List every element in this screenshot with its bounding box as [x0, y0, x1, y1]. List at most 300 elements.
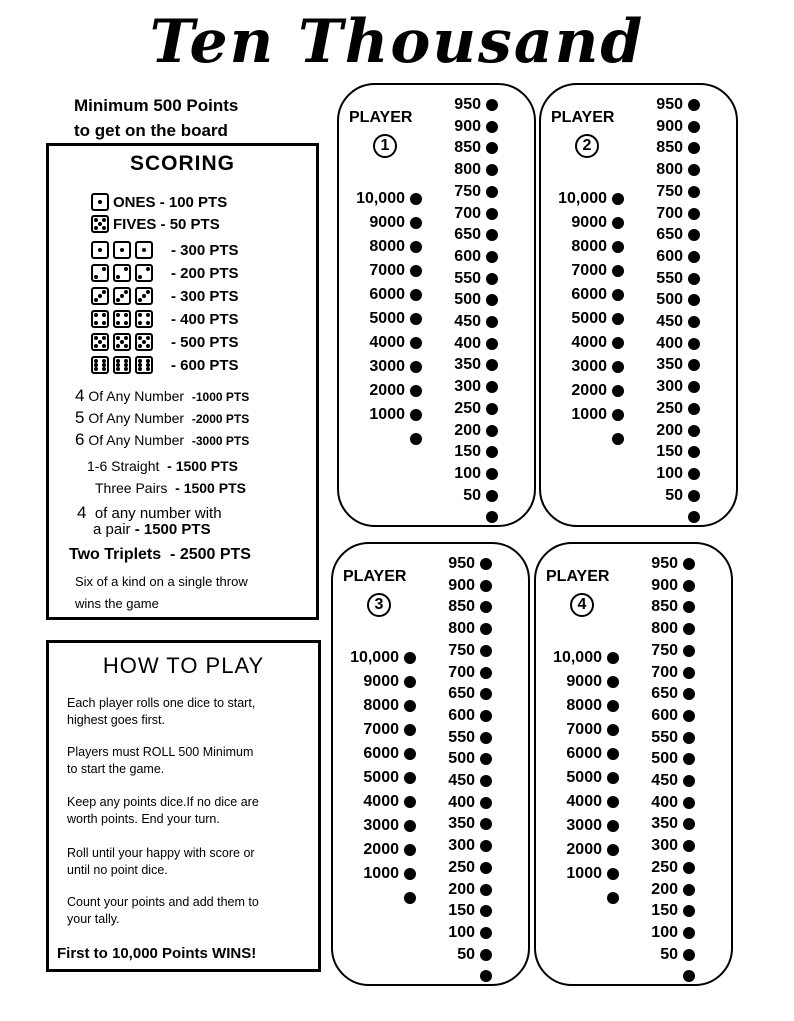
player-number: 1 [373, 134, 397, 158]
score-value: 1000 [566, 865, 602, 882]
right-score-row [448, 552, 492, 576]
tally-dot-icon[interactable] [410, 265, 422, 277]
tally-dot-icon[interactable] [607, 676, 619, 688]
score-value: 850 [651, 598, 678, 616]
score-value: 950 [656, 96, 683, 113]
ones-label: ONES [113, 193, 156, 211]
tally-dot-icon[interactable] [683, 645, 695, 657]
score-value: 50 [660, 945, 678, 963]
tally-dot-icon[interactable] [607, 748, 619, 760]
right-score-row [656, 180, 700, 204]
tally-dot-icon[interactable] [683, 753, 695, 765]
tally-dot-icon[interactable] [688, 403, 700, 415]
tally-dot-icon[interactable] [486, 381, 498, 393]
tally-dot-icon[interactable] [683, 905, 695, 917]
tally-dot-icon[interactable] [404, 892, 416, 904]
tally-dot-icon[interactable] [410, 289, 422, 301]
tally-dot-icon[interactable] [683, 797, 695, 809]
score-value: 1000 [571, 406, 607, 423]
right-score-row [448, 899, 492, 923]
score-value: 2000 [571, 382, 607, 399]
triple-points: - 200 PTS [171, 264, 239, 282]
fives-points: - 50 PTS [160, 215, 220, 233]
score-value: 150 [448, 902, 475, 920]
score-value: 650 [454, 226, 481, 244]
tally-dot-icon[interactable] [607, 724, 619, 736]
score-value: 50 [463, 486, 481, 504]
combo-text: Of Any Number [88, 432, 185, 448]
right-score-row [448, 682, 492, 706]
tally-dot-icon[interactable] [480, 797, 492, 809]
three-pairs-label: Three Pairs [95, 480, 168, 496]
left-score-row [363, 694, 416, 718]
score-value: 50 [665, 486, 683, 504]
die-face-icon [113, 333, 131, 351]
rule-paragraph [67, 894, 312, 928]
right-score-row [475, 964, 492, 988]
score-value: 4000 [571, 334, 607, 351]
right-score-row [651, 574, 695, 598]
combo-row [75, 386, 249, 406]
tally-dot-icon[interactable] [480, 970, 492, 982]
tally-dot-icon[interactable] [410, 433, 422, 445]
tally-dot-icon[interactable] [480, 884, 492, 896]
tally-dot-icon[interactable] [607, 892, 619, 904]
tally-dot-icon[interactable] [480, 775, 492, 787]
score-value: 550 [454, 269, 481, 287]
score-value: 900 [454, 117, 481, 135]
left-score-row [571, 211, 624, 235]
right-score-row [651, 639, 695, 663]
left-score-row [369, 331, 422, 355]
tally-dot-icon[interactable] [683, 775, 695, 787]
tally-dot-icon[interactable] [480, 623, 492, 635]
right-score-row [651, 726, 695, 750]
scoring-box [46, 143, 319, 620]
tally-dot-icon[interactable] [404, 772, 416, 784]
score-value: 250 [448, 858, 475, 876]
tally-dot-icon[interactable] [404, 820, 416, 832]
right-score-row [656, 93, 700, 117]
score-value: 500 [651, 750, 678, 768]
score-value: 150 [656, 443, 683, 461]
tally-dot-icon[interactable] [410, 193, 422, 205]
triple-points: - 300 PTS [171, 287, 239, 305]
tally-dot-icon[interactable] [486, 316, 498, 328]
score-value: 10,000 [558, 190, 607, 207]
tally-dot-icon[interactable] [486, 294, 498, 306]
tally-dot-icon[interactable] [480, 688, 492, 700]
tally-dot-icon[interactable] [480, 927, 492, 939]
two-triplets-label: Two Triplets [69, 546, 162, 563]
die-one-icon [91, 193, 109, 211]
tally-dot-icon[interactable] [612, 361, 624, 373]
tally-dot-icon[interactable] [486, 338, 498, 350]
tally-dot-icon[interactable] [612, 385, 624, 397]
tally-dot-icon[interactable] [688, 446, 700, 458]
die-face-icon [135, 241, 153, 259]
right-score-row [656, 223, 700, 247]
score-value: 550 [656, 269, 683, 287]
tally-dot-icon[interactable] [607, 820, 619, 832]
triple-points: - 600 PTS [171, 356, 239, 374]
tally-dot-icon[interactable] [486, 208, 498, 220]
right-score-row [448, 921, 492, 945]
right-score-row [448, 747, 492, 771]
right-score-row [656, 375, 700, 399]
score-value: 300 [656, 378, 683, 396]
player-panel-4 [534, 542, 733, 986]
tally-dot-icon[interactable] [410, 361, 422, 373]
four-with-pair-row [77, 503, 222, 523]
rule-line: highest goes first. [67, 713, 165, 727]
tally-dot-icon[interactable] [480, 753, 492, 765]
tally-dot-icon[interactable] [612, 409, 624, 421]
tally-dot-icon[interactable] [688, 425, 700, 437]
left-score-row [566, 742, 619, 766]
tally-dot-icon[interactable] [688, 229, 700, 241]
score-value: 5000 [571, 310, 607, 327]
three-pairs-points: - 1500 PTS [175, 480, 246, 496]
left-score-row [566, 766, 619, 790]
left-score-row [571, 235, 624, 259]
score-value: 550 [651, 728, 678, 746]
left-score-row [553, 646, 619, 670]
how-to-play-box [46, 640, 321, 972]
straight-label: 1-6 Straight [87, 458, 160, 474]
tally-dot-icon[interactable] [688, 164, 700, 176]
left-score-row [607, 427, 624, 451]
score-value: 200 [651, 880, 678, 898]
player-label: PLAYER [349, 109, 413, 126]
right-score-row [454, 310, 498, 334]
tally-dot-icon[interactable] [683, 623, 695, 635]
die-face-icon [135, 333, 153, 351]
tally-dot-icon[interactable] [612, 337, 624, 349]
triple-threes-dice-icon [91, 287, 157, 305]
tally-dot-icon[interactable] [480, 667, 492, 679]
right-score-row [454, 288, 498, 312]
tally-dot-icon[interactable] [480, 601, 492, 613]
score-value: 350 [448, 815, 475, 833]
right-score-row [454, 353, 498, 377]
tally-dot-icon[interactable] [688, 511, 700, 523]
left-score-row [369, 379, 422, 403]
tally-dot-icon[interactable] [404, 868, 416, 880]
tally-dot-icon[interactable] [410, 217, 422, 229]
tally-dot-icon[interactable] [486, 186, 498, 198]
score-value: 7000 [571, 262, 607, 279]
right-score-row [448, 595, 492, 619]
left-score-row [363, 766, 416, 790]
tally-dot-icon[interactable] [688, 490, 700, 502]
tally-dot-icon[interactable] [683, 862, 695, 874]
score-value: 2000 [566, 841, 602, 858]
score-value: 2000 [369, 382, 405, 399]
right-score-row [448, 704, 492, 728]
tally-dot-icon[interactable] [683, 732, 695, 744]
score-value: 8000 [566, 697, 602, 714]
score-value: 7000 [369, 262, 405, 279]
right-score-row [454, 202, 498, 226]
tally-dot-icon[interactable] [486, 446, 498, 458]
combo-points: -1000 PTS [191, 390, 250, 404]
right-score-row [656, 462, 700, 486]
tally-dot-icon[interactable] [683, 884, 695, 896]
four-with-pair-count: 4 [77, 503, 87, 522]
score-value: 850 [454, 139, 481, 157]
score-value: 250 [651, 858, 678, 876]
tally-dot-icon[interactable] [683, 970, 695, 982]
score-value: 10,000 [553, 649, 602, 666]
right-score-row [656, 332, 700, 356]
left-score-row [566, 814, 619, 838]
tally-dot-icon[interactable] [612, 313, 624, 325]
score-value: 100 [651, 923, 678, 941]
tally-dot-icon[interactable] [607, 772, 619, 784]
right-score-row [651, 769, 695, 793]
tally-dot-icon[interactable] [486, 164, 498, 176]
left-score-row [571, 379, 624, 403]
combo-points: -3000 PTS [191, 434, 250, 448]
tally-dot-icon[interactable] [480, 558, 492, 570]
die-face-icon [91, 310, 109, 328]
score-value: 800 [651, 620, 678, 638]
tally-dot-icon[interactable] [607, 796, 619, 808]
tally-dot-icon[interactable] [683, 601, 695, 613]
tally-dot-icon[interactable] [683, 818, 695, 830]
combo-row [75, 430, 249, 450]
tally-dot-icon[interactable] [486, 121, 498, 133]
die-face-icon [113, 264, 131, 282]
left-score-row [363, 814, 416, 838]
score-value: 150 [454, 443, 481, 461]
tally-dot-icon[interactable] [688, 121, 700, 133]
rule-paragraph [67, 695, 312, 729]
die-face-icon [113, 287, 131, 305]
tally-dot-icon[interactable] [688, 208, 700, 220]
tally-dot-icon[interactable] [404, 844, 416, 856]
score-value: 3000 [566, 817, 602, 834]
score-value: 600 [656, 247, 683, 265]
straight-points: - 1500 PTS [167, 458, 238, 474]
rule-line: Each player rolls one dice to start, [67, 696, 256, 710]
left-score-row [566, 718, 619, 742]
score-value: 950 [448, 555, 475, 572]
triple-twos-dice-icon [91, 264, 157, 282]
tally-dot-icon[interactable] [688, 359, 700, 371]
tally-dot-icon[interactable] [683, 710, 695, 722]
tally-dot-icon[interactable] [480, 732, 492, 744]
player-panel-2 [539, 83, 738, 527]
two-triplets-points: - 2500 PTS [170, 546, 251, 563]
tally-dot-icon[interactable] [612, 241, 624, 253]
die-face-icon [91, 333, 109, 351]
tally-dot-icon[interactable] [683, 927, 695, 939]
score-value: 900 [448, 576, 475, 594]
left-score-row [363, 862, 416, 886]
tally-dot-icon[interactable] [612, 265, 624, 277]
straight-row [87, 458, 238, 474]
tally-dot-icon[interactable] [404, 700, 416, 712]
score-value: 900 [651, 576, 678, 594]
combo-count: 5 [75, 408, 85, 427]
score-value: 4000 [566, 793, 602, 810]
right-score-row [651, 552, 695, 576]
combo-points: -2000 PTS [191, 412, 250, 426]
score-value: 950 [454, 96, 481, 113]
tally-dot-icon[interactable] [480, 710, 492, 722]
score-value: 300 [448, 837, 475, 855]
right-score-row [454, 419, 498, 443]
left-score-row [363, 838, 416, 862]
four-with-pair-row-2 [93, 521, 211, 538]
player-label: PLAYER [343, 568, 407, 585]
tally-dot-icon[interactable] [486, 251, 498, 263]
tally-dot-icon[interactable] [480, 905, 492, 917]
score-value: 800 [454, 161, 481, 179]
tally-dot-icon[interactable] [486, 468, 498, 480]
score-value: 500 [454, 291, 481, 309]
left-score-row [369, 355, 422, 379]
score-value: 200 [656, 421, 683, 439]
rule-paragraph [67, 744, 312, 778]
score-value: 7000 [363, 721, 399, 738]
tally-dot-icon[interactable] [688, 142, 700, 154]
tally-dot-icon[interactable] [607, 844, 619, 856]
right-score-row [651, 812, 695, 836]
tally-dot-icon[interactable] [688, 381, 700, 393]
left-score-row [369, 307, 422, 331]
rule-line: Keep any points dice.If no dice are [67, 795, 259, 809]
tally-dot-icon[interactable] [480, 862, 492, 874]
right-score-row [651, 834, 695, 858]
tally-dot-icon[interactable] [410, 385, 422, 397]
tally-dot-icon[interactable] [480, 645, 492, 657]
right-score-row [656, 310, 700, 334]
tally-dot-icon[interactable] [404, 724, 416, 736]
tally-dot-icon[interactable] [486, 359, 498, 371]
scoring-title: SCORING [129, 152, 235, 175]
tally-dot-icon[interactable] [612, 217, 624, 229]
tally-dot-icon[interactable] [404, 676, 416, 688]
die-face-icon [135, 356, 153, 374]
right-score-row [448, 574, 492, 598]
tally-dot-icon[interactable] [612, 193, 624, 205]
right-score-row [454, 332, 498, 356]
tally-dot-icon[interactable] [688, 99, 700, 111]
tally-dot-icon[interactable] [404, 652, 416, 664]
left-score-row [566, 838, 619, 862]
tally-dot-icon[interactable] [480, 818, 492, 830]
tally-dot-icon[interactable] [486, 490, 498, 502]
tally-dot-icon[interactable] [683, 840, 695, 852]
tally-dot-icon[interactable] [683, 667, 695, 679]
die-face-icon [135, 264, 153, 282]
score-value: 700 [448, 663, 475, 681]
tally-dot-icon[interactable] [688, 468, 700, 480]
tally-dot-icon[interactable] [612, 433, 624, 445]
die-face-icon [91, 356, 109, 374]
combo-text: Of Any Number [88, 388, 185, 404]
left-score-row [363, 718, 416, 742]
right-score-row [651, 595, 695, 619]
tally-dot-icon[interactable] [486, 142, 498, 154]
right-score-row [651, 747, 695, 771]
tally-dot-icon[interactable] [410, 337, 422, 349]
tally-dot-icon[interactable] [480, 580, 492, 592]
win-condition: First to 10,000 Points WINS! [57, 945, 257, 962]
right-score-row [683, 505, 700, 529]
score-value: 850 [448, 598, 475, 616]
minimum-line-1: Minimum 500 Points [74, 96, 239, 115]
rule-line: Count your points and add them to [67, 895, 259, 909]
tally-dot-icon[interactable] [404, 748, 416, 760]
tally-dot-icon[interactable] [486, 403, 498, 415]
tally-dot-icon[interactable] [486, 273, 498, 285]
score-value: 1000 [363, 865, 399, 882]
tally-dot-icon[interactable] [607, 868, 619, 880]
score-value: 650 [656, 226, 683, 244]
tally-dot-icon[interactable] [683, 688, 695, 700]
combo-count: 6 [75, 430, 85, 449]
triple-row [91, 241, 239, 259]
tally-dot-icon[interactable] [688, 294, 700, 306]
score-value: 450 [656, 313, 683, 330]
fives-label: FIVES [113, 215, 157, 233]
tally-dot-icon[interactable] [688, 186, 700, 198]
tally-dot-icon[interactable] [688, 316, 700, 328]
tally-dot-icon[interactable] [480, 949, 492, 961]
right-score-row [448, 726, 492, 750]
tally-dot-icon[interactable] [410, 241, 422, 253]
right-score-row [454, 158, 498, 182]
tally-dot-icon[interactable] [486, 511, 498, 523]
tally-dot-icon[interactable] [480, 840, 492, 852]
tally-dot-icon[interactable] [410, 409, 422, 421]
right-score-row [656, 115, 700, 139]
tally-dot-icon[interactable] [688, 338, 700, 350]
score-value: 6000 [363, 745, 399, 762]
tally-dot-icon[interactable] [607, 700, 619, 712]
tally-dot-icon[interactable] [486, 425, 498, 437]
right-score-row [651, 617, 695, 641]
tally-dot-icon[interactable] [486, 99, 498, 111]
rule-line: Roll until your happy with score or [67, 846, 255, 860]
tally-dot-icon[interactable] [410, 313, 422, 325]
right-score-row [448, 878, 492, 902]
tally-dot-icon[interactable] [486, 229, 498, 241]
tally-dot-icon[interactable] [688, 251, 700, 263]
left-score-row [571, 331, 624, 355]
rule-line: worth points. End your turn. [67, 812, 220, 826]
left-score-row [369, 235, 422, 259]
tally-dot-icon[interactable] [683, 949, 695, 961]
four-with-pair-points: - 1500 PTS [134, 521, 211, 538]
tally-dot-icon[interactable] [612, 289, 624, 301]
tally-dot-icon[interactable] [683, 558, 695, 570]
right-score-row [454, 267, 498, 291]
tally-dot-icon[interactable] [404, 796, 416, 808]
tally-dot-icon[interactable] [688, 273, 700, 285]
right-score-row [660, 943, 695, 967]
score-value: 400 [454, 334, 481, 352]
score-value: 200 [454, 421, 481, 439]
right-score-row [463, 484, 498, 508]
tally-dot-icon[interactable] [607, 652, 619, 664]
score-value: 900 [656, 117, 683, 135]
tally-dot-icon[interactable] [683, 580, 695, 592]
